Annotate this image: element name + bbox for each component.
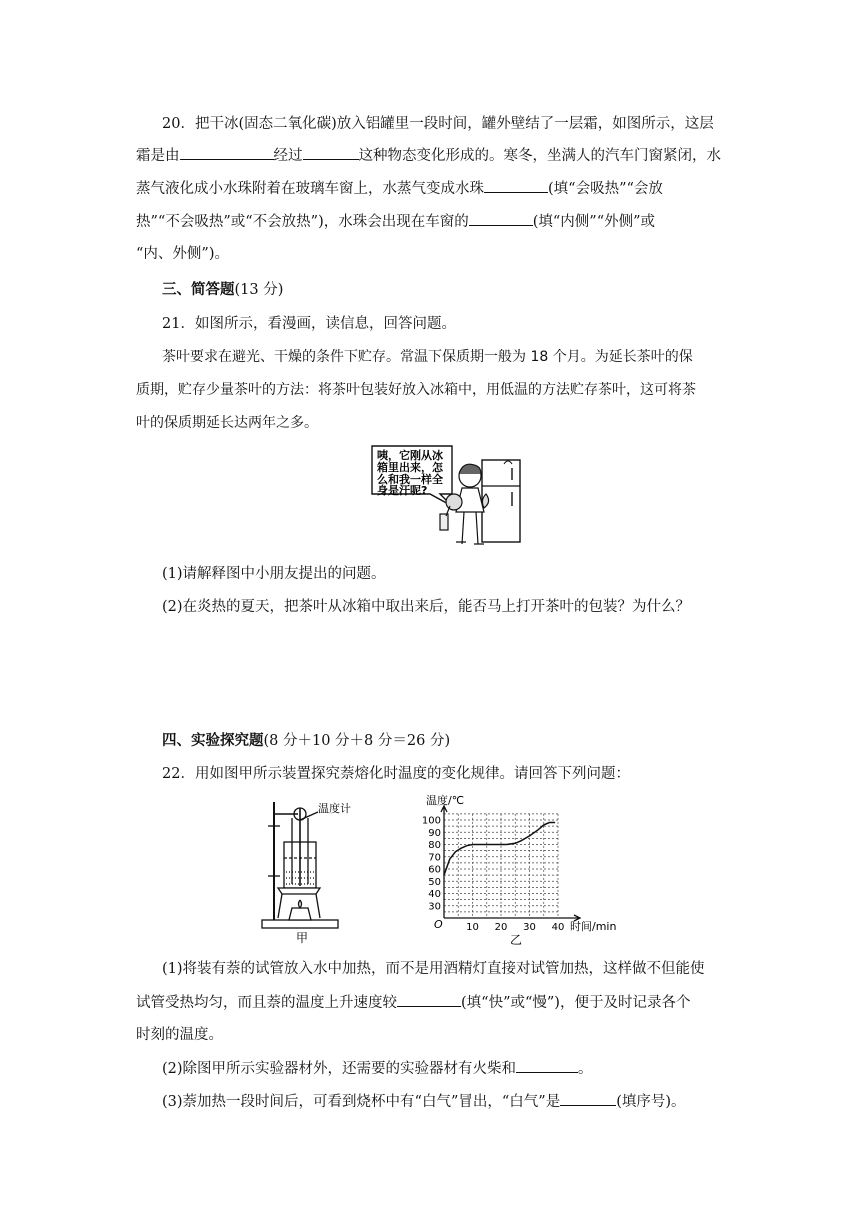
temperature-curve <box>444 823 555 876</box>
blank-rise-speed[interactable] <box>397 992 461 1007</box>
blank-extra-equipment[interactable] <box>516 1058 578 1073</box>
x-tick-label: 20 <box>494 922 508 933</box>
q22-s2-text-a: (2)除图甲所示实验器材外，还需要的实验器材有火柴和 <box>162 1061 517 1077</box>
section4-heading <box>162 731 450 751</box>
q22-intro: 22．用如图甲所示装置探究萘熔化时温度的变化规律。请回答下列问题： <box>162 766 630 782</box>
stand-base <box>262 920 338 928</box>
q22-s3 <box>162 1091 686 1112</box>
cartoon-figure <box>368 440 528 556</box>
blank-frost-source[interactable] <box>180 145 274 160</box>
y-axis-label: 温度/℃ <box>426 794 465 807</box>
q20-text-g: (填“内侧”“外侧”或 <box>532 214 656 230</box>
x-tick-label: 30 <box>523 922 536 933</box>
q22-s1-text-b: (填“快”或“慢”)，便于及时记录各个 <box>461 995 691 1011</box>
q20-line5: “内、外侧”)。 <box>136 246 229 262</box>
blank-window-side[interactable] <box>469 211 533 226</box>
x-axis-label: 时间/min <box>570 920 617 933</box>
q21-para-line3: 叶的保质期延长达两年之多。 <box>136 415 318 431</box>
y-tick-label: 60 <box>428 864 441 876</box>
q22-s2-text-b: 。 <box>578 1061 593 1077</box>
bubble-line1: 咦，它刚从冰 <box>377 449 443 462</box>
q20-line2 <box>136 145 721 166</box>
y-axis <box>441 806 447 918</box>
blank-white-vapor[interactable] <box>560 1091 616 1106</box>
y-tick-label: 80 <box>428 840 441 851</box>
q21-intro: 21．如图所示，看漫画，读信息，回答问题。 <box>162 316 456 332</box>
q22-s2 <box>162 1058 593 1079</box>
blank-heat-exchange[interactable] <box>484 178 548 193</box>
q22-s1-line1: (1)将装有萘的试管放入水中加热，而不是用酒精灯直接对试管加热，这样做不但能使 <box>162 961 705 977</box>
q22-s1-line3: 时刻的温度。 <box>136 1027 223 1043</box>
thermometer-label: 温度计 <box>318 802 351 815</box>
blank-state-change[interactable] <box>303 145 359 160</box>
y-tick-label: 90 <box>428 827 441 839</box>
q20-text-b: 经过 <box>273 148 303 164</box>
chart-grid <box>444 814 558 918</box>
q20-line3 <box>136 178 663 199</box>
q21-sub1: (1)请解释图中小朋友提出的问题。 <box>162 566 386 582</box>
x-axis <box>444 915 580 921</box>
chart-axes <box>441 806 580 921</box>
x-tick-label: 40 <box>551 922 565 933</box>
q21-para-line1: 茶叶要求在避光、干燥的条件下贮存。常温下保质期一般为 18 个月。为延长茶叶的保 <box>162 349 693 365</box>
q21-sub2: (2)在炎热的夏天，把茶叶从冰箱中取出来后，能否马上打开茶叶的包装？为什么？ <box>162 599 691 615</box>
section3-title: 三、简答题 <box>162 282 235 298</box>
y-tick-label: 40 <box>428 889 441 900</box>
section3-score: (13 分) <box>234 282 284 298</box>
y-tick-label: 50 <box>428 876 441 888</box>
chart-ticks <box>422 816 564 934</box>
figure-yi-label: 乙 <box>509 933 523 947</box>
q22-s1-text-a: 试管受热均匀，而且萘的温度上升速度较 <box>136 995 397 1011</box>
q20-text-e: (填“会吸热”“会放 <box>548 181 663 197</box>
q22-s3-text-a: (3)萘加热一段时间后，可看到烧杯中有“白气”冒出，“白气”是 <box>162 1094 561 1110</box>
q21-para-line2: 质期，贮存少量茶叶的方法：将茶叶包装好放入冰箱中，用低温的方法贮存茶叶，这可将茶 <box>136 382 696 398</box>
q20-text-c: 这种物态变化形成的。寒冬，坐满人的汽车门窗紧闭，水 <box>358 148 721 164</box>
q20-text-a: 霜是由 <box>136 148 180 164</box>
y-tick-label: 30 <box>428 901 441 913</box>
y-tick-label: 100 <box>421 815 441 827</box>
q20-line4 <box>136 211 655 232</box>
origin-label: O <box>434 918 443 931</box>
x-tick-label: 10 <box>466 922 479 933</box>
q20-text-f: 热”“不会吸热”或“不会放热”)，水珠会出现在车窗的 <box>136 214 469 230</box>
bubble-line4: 身是汗呢? <box>377 484 428 497</box>
q20-line1: 20．把干冰(固态二氧化碳)放入铝罐里一段时间，罐外壁结了一层霜，如图所示，这层 <box>162 116 714 132</box>
bubble-line3: 么和我一样全 <box>377 473 443 486</box>
figure-yi-chart <box>408 792 628 948</box>
section4-score: (8 分＋10 分＋8 分＝26 分) <box>263 733 451 749</box>
bubble-line2: 箱里出来，怎 <box>377 461 443 474</box>
y-tick-label: 70 <box>428 852 441 864</box>
q22-s3-text-b: (填序号)。 <box>616 1094 686 1110</box>
section3-heading <box>162 280 283 300</box>
wire-gauze <box>278 888 320 894</box>
q20-text-d: 蒸气液化成小水珠附着在玻璃车窗上，水蒸气变成水珠 <box>136 181 484 197</box>
figure-jia-apparatus <box>258 796 354 948</box>
figure-jia-label: 甲 <box>295 931 309 945</box>
q22-s1-line2 <box>136 992 690 1013</box>
alcohol-lamp <box>289 908 311 920</box>
section4-title: 四、实验探究题 <box>162 733 264 749</box>
